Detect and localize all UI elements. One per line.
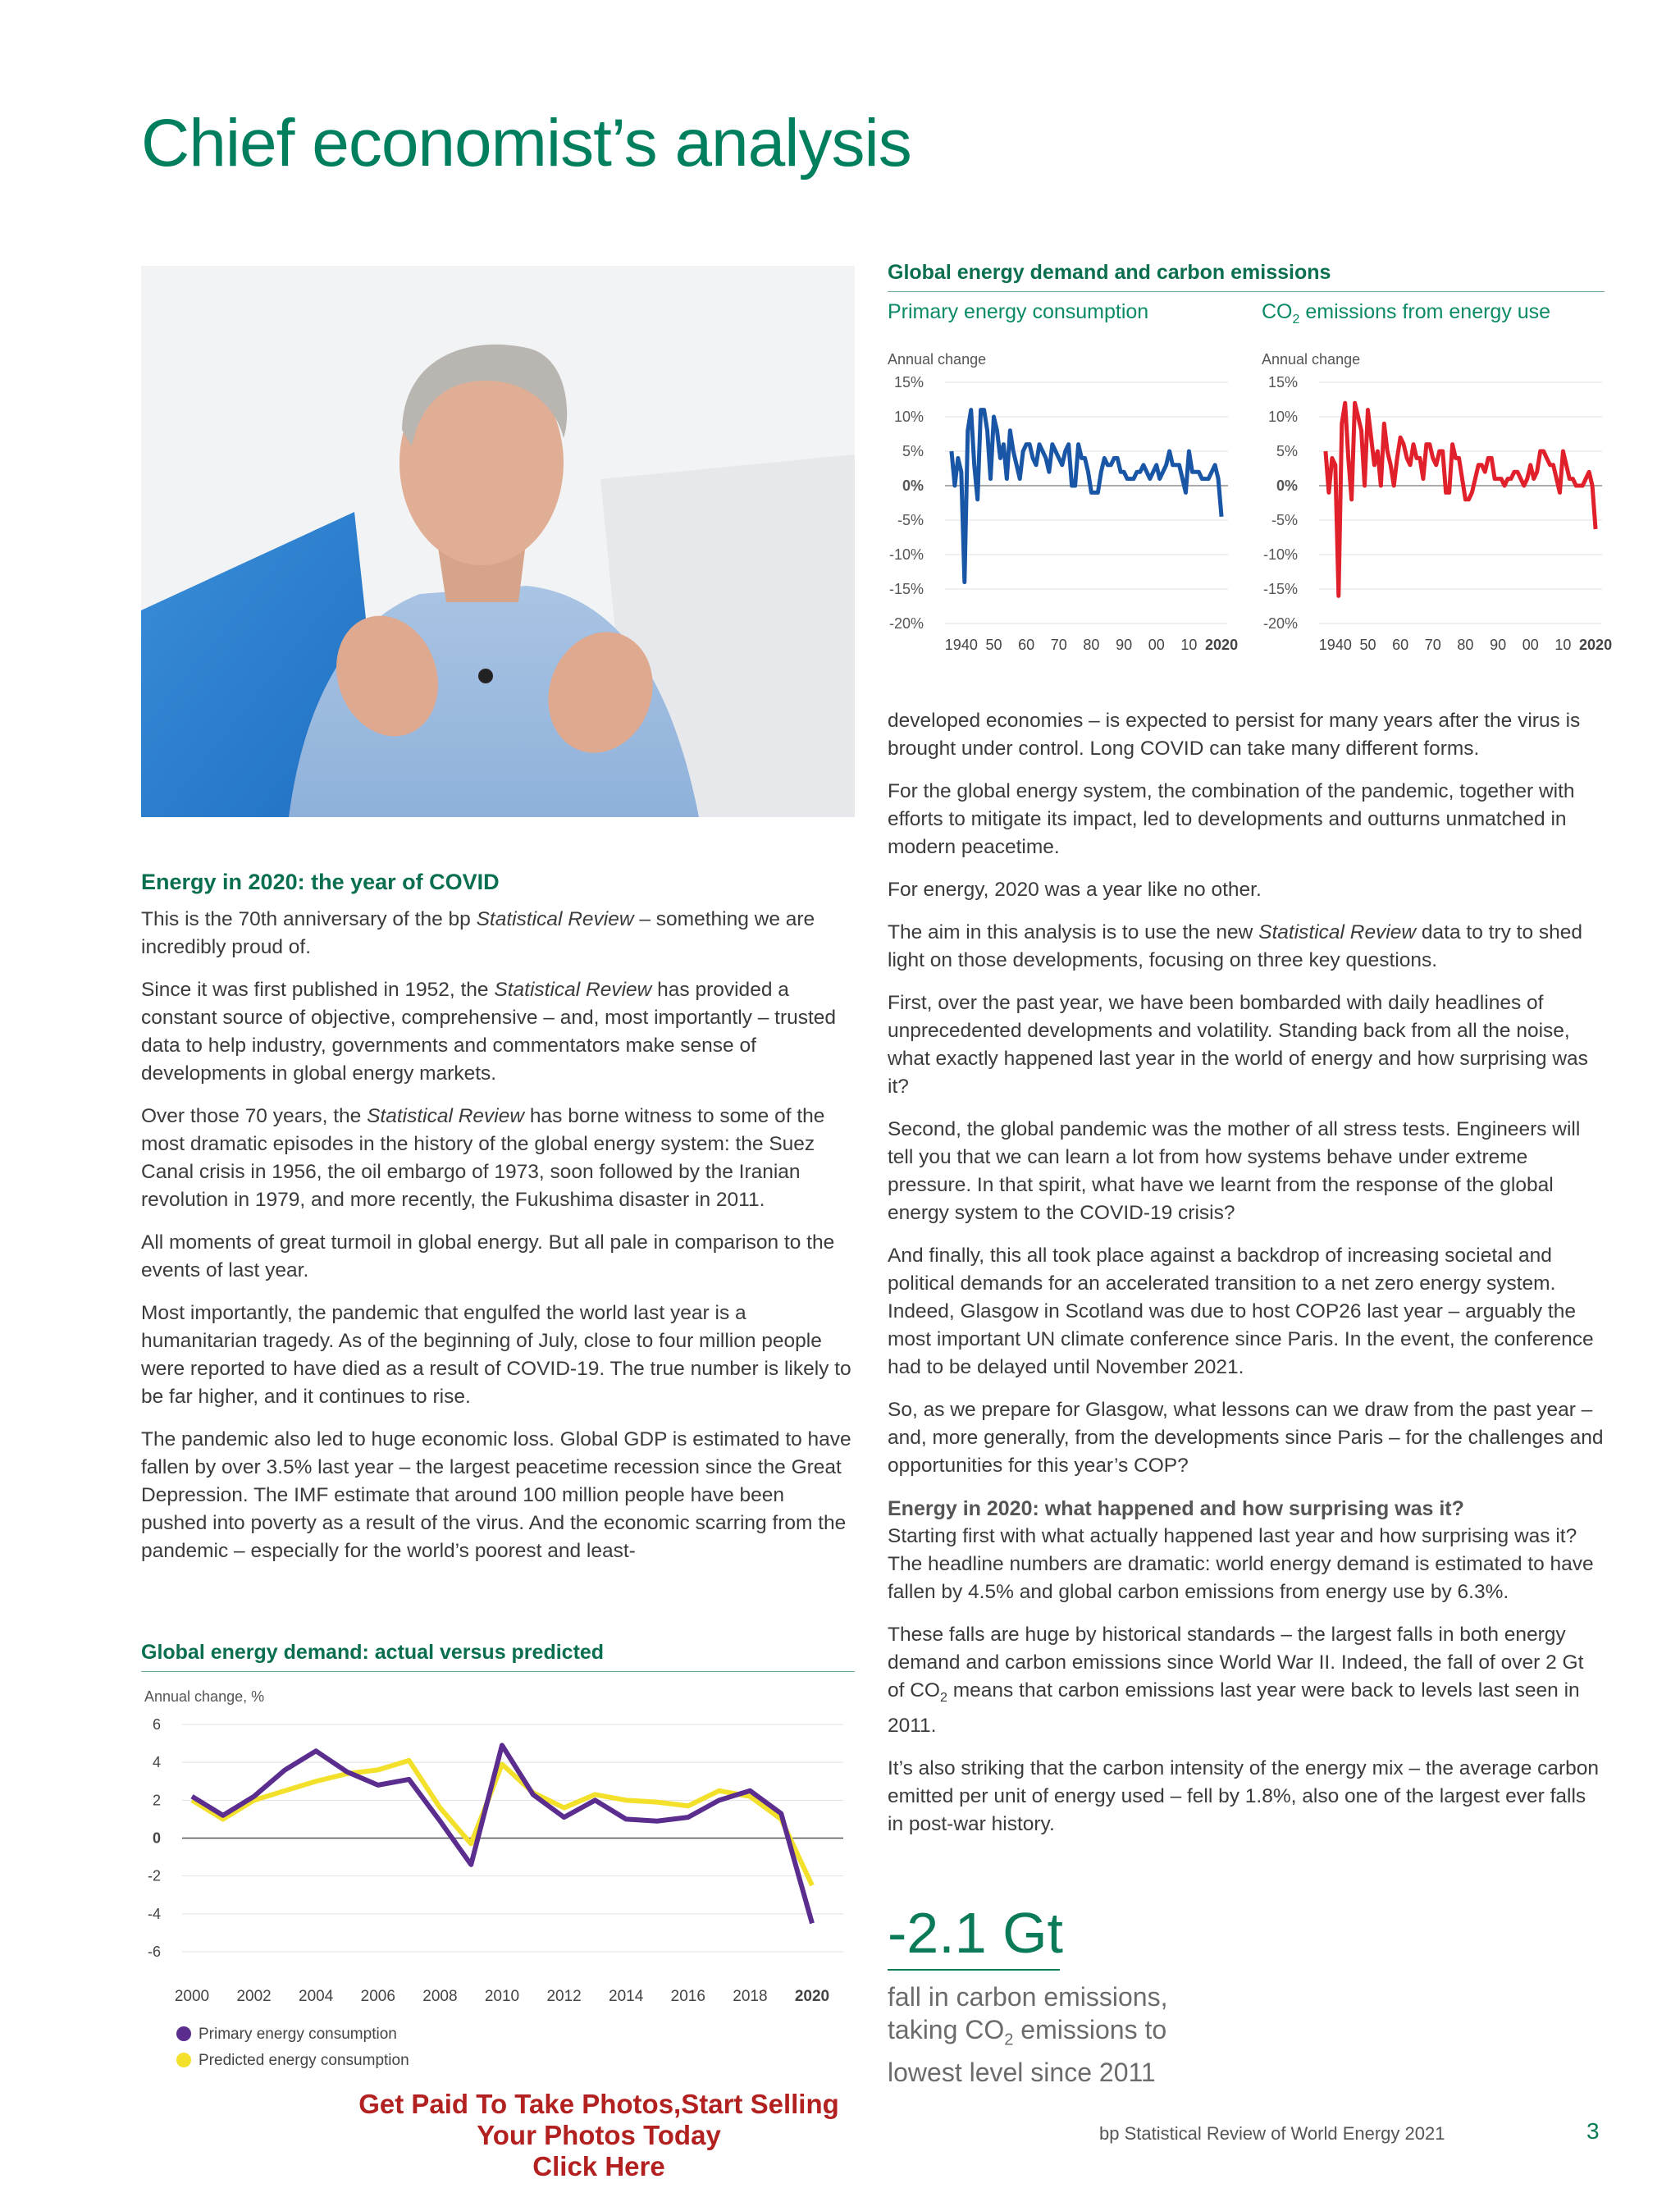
paragraph: And finally, this all took place against a backdrop of increasing societal and political demands for an accelerated transition to a net zero energy system. Indeed, Glasgow in Scotland was due to host COP26 last year – arguably the most important UN climate conference since Paris. In the event, the conference had to be delayed until November 2021. <box>888 1245 1594 1378</box>
legend-swatch <box>176 2053 191 2067</box>
y-tick-label: 0% <box>1276 477 1298 494</box>
y-tick-label: 15% <box>893 374 924 391</box>
top-chart-block <box>888 261 1613 671</box>
y-tick-label: 5% <box>1276 443 1298 459</box>
y-tick-label: -4 <box>147 1905 161 1922</box>
x-tick-label: 10 <box>1554 637 1572 653</box>
x-tick-label: 2020 <box>1579 637 1613 653</box>
legend-label: Primary energy consumption <box>199 2026 397 2043</box>
chart-ylabel: Annual change <box>888 351 987 368</box>
actual-vs-predicted-chart-block <box>141 1641 855 2076</box>
y-tick-label: 4 <box>152 1754 161 1771</box>
x-tick-label: 2018 <box>733 1988 768 2005</box>
y-tick-label: -15% <box>888 581 924 597</box>
y-tick-label: -10% <box>1262 546 1298 563</box>
y-tick-label: 2 <box>152 1792 161 1809</box>
x-tick-label: 50 <box>1359 637 1376 653</box>
page-number: 3 <box>1586 2118 1600 2144</box>
x-tick-label: 90 <box>1490 637 1507 653</box>
paragraph: Second, the global pandemic was the mother of all stress tests. Engineers will tell you that we can learn a lot from how systems behave under extreme pressure. In that spirit, what have we learnt from the response of the global energy system to the COVID-19 crisis? <box>888 1118 1581 1224</box>
speaker-photo <box>141 266 855 817</box>
stat-callout <box>888 1900 1249 2089</box>
left-text-column <box>141 868 855 1580</box>
x-tick-label: 10 <box>1180 637 1198 653</box>
x-tick-label: 00 <box>1148 637 1165 653</box>
y-tick-label: -15% <box>1262 581 1298 597</box>
y-tick-label: -6 <box>147 1944 161 1960</box>
right-chart-subtitle: $CO_2$ emissions from energy use <box>1262 300 1551 327</box>
paragraph: Starting first with what actually happened last year and how surprising was it? The headline numbers are dramatic: world energy demand is estimated to have fallen by 4.5% and global carbon emissions from energy use by 6.3%. <box>888 1525 1594 1603</box>
co2-emissions-chart <box>1262 343 1613 671</box>
energy-consumption-chart <box>888 343 1240 671</box>
paragraph: Over those 70 years, the Statistical Review has borne witness to some of the most dramatic episodes in the history of the global energy system: the Suez Canal crisis in 1956, the oil embargo of 1973, soon followed by the Iranian revolution in 1979, and more recently, the Fukushima disaster in 2011. <box>141 1105 825 1211</box>
x-tick-label: 2010 <box>484 1988 520 2005</box>
chart-ylabel: Annual change <box>1262 351 1361 368</box>
x-tick-label: 80 <box>1083 637 1100 653</box>
y-tick-label: -5% <box>1271 512 1298 528</box>
paragraph: The aim in this analysis is to use the new Statistical Review data to try to shed light on those developments, focusing on three key questions. <box>888 921 1583 971</box>
left-chart-subtitle: Primary energy consumption <box>888 300 1149 323</box>
section-heading-covid: Energy in 2020: the year of COVID <box>141 870 500 894</box>
footer-source: bp Statistical Review of World Energy 2021 <box>1099 2123 1445 2144</box>
stat-value: -2.1 Gt <box>888 1901 1063 1965</box>
x-tick-label: 2004 <box>299 1988 334 2005</box>
paragraph: So, as we prepare for Glasgow, what lessons can we draw from the past year – and, more generally, from the developments since Paris – for the challenges and opportunities for this year’s COP? <box>888 1399 1604 1477</box>
stat-description: fall in carbon emissions, taking $CO_2$ emissions to lowest level since 2011 <box>888 1982 1168 2088</box>
series-line <box>1326 403 1596 596</box>
x-tick-label: 00 <box>1522 637 1539 653</box>
x-tick-label: 70 <box>1050 637 1067 653</box>
x-tick-label: 80 <box>1457 637 1474 653</box>
paragraph: First, over the past year, we have been bombarded with daily headlines of unprecedented developments and volatility. Standing back from all the noise, what exactly happened last year in the world of energy and how surprising was it? <box>888 992 1588 1098</box>
legend-label: Predicted energy consumption <box>199 2052 409 2069</box>
x-tick-label: 2020 <box>1205 637 1239 653</box>
x-tick-label: 2006 <box>360 1988 395 2005</box>
paragraph: For the global energy system, the combination of the pandemic, together with efforts to mitigate its impact, led to developments and outturns unmatched in modern peacetime. <box>888 780 1575 858</box>
page-title: Chief economist’s analysis <box>141 106 911 180</box>
y-tick-label: 15% <box>1267 374 1298 391</box>
x-tick-label: 2020 <box>794 1988 830 2005</box>
series-line <box>952 410 1221 582</box>
y-tick-label: -20% <box>1262 615 1298 632</box>
x-tick-label: 2008 <box>422 1988 458 2005</box>
bottom-chart-rule <box>141 1671 855 1672</box>
x-tick-label: 2016 <box>670 1988 705 2005</box>
paragraph: Most importantly, the pandemic that engulfed the world last year is a humanitarian tragedy. As of the beginning of July, close to four million people were reported to have died as a result of COVID-19. The true number is likely to be far higher, and it continues to rise. <box>141 1302 851 1408</box>
x-tick-label: 2012 <box>546 1988 582 2005</box>
x-tick-label: 2014 <box>609 1988 644 2005</box>
x-tick-label: 60 <box>1018 637 1035 653</box>
x-tick-label: 1940 <box>1318 637 1352 653</box>
x-tick-label: 90 <box>1116 637 1133 653</box>
section-heading-what-happened: Energy in 2020: what happened and how surprising was it? <box>888 1497 1464 1520</box>
y-tick-label: -10% <box>888 546 924 563</box>
y-tick-label: -20% <box>888 615 924 632</box>
y-tick-label: 10% <box>893 409 924 425</box>
paragraph: Since it was first published in 1952, the Statistical Review has provided a constant source of objective, comprehensive – and, most importantly – trusted data to help industry, governments and commentators make sense of developments in global energy markets. <box>141 979 837 1085</box>
chart-ylabel: Annual change, % <box>144 1688 265 1705</box>
paragraph: All moments of great turmoil in global energy. But all pale in comparison to the events of last year. <box>141 1231 835 1281</box>
top-chart-rule <box>888 291 1605 292</box>
stat-rule <box>888 1969 1060 1971</box>
bottom-chart-title: Global energy demand: actual versus predicted <box>141 1641 605 1664</box>
paragraph: This is the 70th anniversary of the bp Statistical Review – something we are incredibly proud of. <box>141 908 815 958</box>
y-tick-label: 6 <box>152 1716 161 1733</box>
actual-vs-predicted-chart <box>141 1685 855 2079</box>
y-tick-label: 0% <box>902 477 924 494</box>
series-line <box>192 1761 812 1885</box>
ad-link[interactable]: Get Paid To Take Photos,Start Selling Your Photos Today Click Here <box>358 2089 839 2181</box>
paragraph: developed economies – is expected to persist for many years after the virus is brought under control. Long COVID can take many different forms. <box>888 710 1581 760</box>
y-tick-label: -2 <box>147 1867 161 1884</box>
legend-swatch <box>176 2026 191 2041</box>
paragraph: For energy, 2020 was a year like no other. <box>888 879 1262 901</box>
paragraph: These falls are huge by historical standards – the largest falls in both energy demand and carbon emissions since World War II. Indeed, the fall of over 2 Gt of $CO_2$ means that carbon emissions last year were back to levels last seen in 2011. <box>888 1624 1584 1737</box>
x-tick-label: 70 <box>1424 637 1441 653</box>
series-line <box>192 1745 812 1923</box>
paragraph: It’s also striking that the carbon intensity of the energy mix – the average carbon emitted per unit of energy used – fell by 1.8%, also one of the largest ever falls in post-war history. <box>888 1756 1600 1835</box>
paragraph: The pandemic also led to huge economic loss. Global GDP is estimated to have fallen by over 3.5% last year – the largest peacetime recession since the Great Depression. The IMF estimate that around 100 million people have been pushed into poverty as a result of the virus. And the economic scarring from the pandemic – especially for the world’s poorest and least- <box>141 1428 851 1562</box>
top-chart-title: Global energy demand and carbon emissions <box>888 261 1331 284</box>
x-tick-label: 1940 <box>944 637 978 653</box>
y-tick-label: 10% <box>1267 409 1298 425</box>
x-tick-label: 50 <box>985 637 1002 653</box>
x-tick-label: 2000 <box>174 1988 210 2005</box>
right-text-column <box>888 707 1605 1853</box>
y-tick-label: 5% <box>902 443 924 459</box>
y-tick-label: 0 <box>152 1829 161 1847</box>
x-tick-label: 60 <box>1392 637 1409 653</box>
y-tick-label: -5% <box>897 512 924 528</box>
x-tick-label: 2002 <box>236 1988 272 2005</box>
